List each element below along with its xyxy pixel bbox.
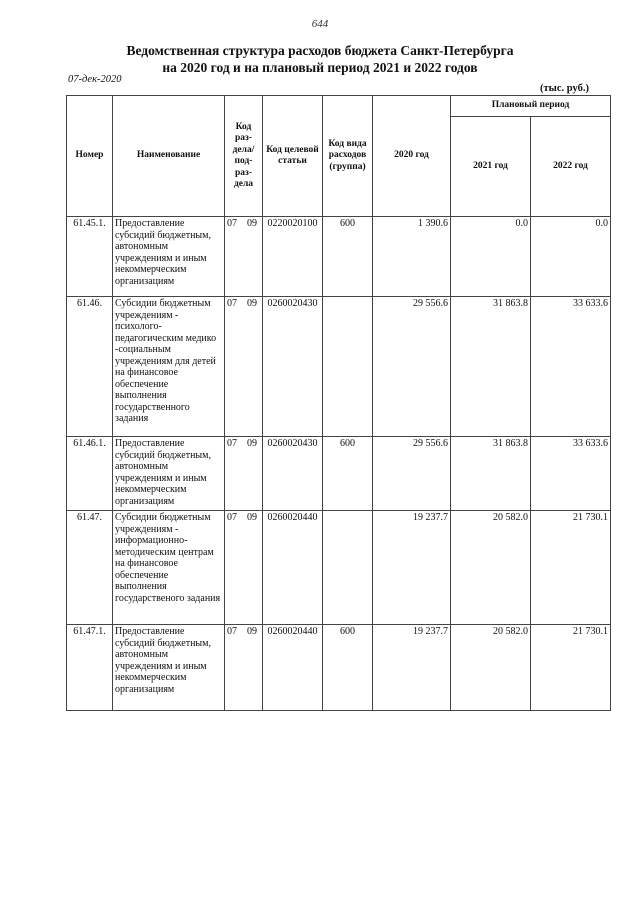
- row-2021-cell: 20 582.0: [451, 625, 531, 711]
- row-number-cell: 61.46.: [67, 297, 113, 437]
- col-header-number: Номер: [67, 96, 113, 217]
- table-row: [67, 217, 611, 297]
- row-2020-cell: 29 556.6: [373, 437, 451, 511]
- razdel-code: 07: [227, 512, 237, 523]
- row-name-cell: Субсидии бюджетным учреждениям - психолого-педагогическим медико -социальным учреждениям для детей на финансовое обеспечение выполнения государственного задания: [113, 297, 225, 437]
- row-expense-type-cell: 600: [323, 437, 373, 511]
- col-header-expense-type: Код вида расходов (группа): [323, 96, 373, 217]
- row-2021-cell: 20 582.0: [451, 511, 531, 625]
- page-number: 644: [311, 18, 329, 30]
- row-number-cell: 61.45.1.: [67, 217, 113, 297]
- col-header-2022: 2022 год: [531, 117, 611, 217]
- row-section-cell: [225, 217, 263, 297]
- col-header-2020: 2020 год: [373, 96, 451, 217]
- podrazdel-code: 09: [247, 218, 257, 229]
- table-row: [67, 511, 611, 625]
- row-2020-cell: 29 556.6: [373, 297, 451, 437]
- podrazdel-code: 09: [247, 512, 257, 523]
- title-line-1: Ведомственная структура расходов бюджета Санкт-Петербурга: [126, 43, 514, 58]
- podrazdel-code: 09: [247, 626, 257, 637]
- row-name-cell: Субсидии бюджетным учреждениям - информационно-методическим центрам на финансовое обеспечение выполнения государственого задания: [113, 511, 225, 625]
- row-section-cell: [225, 511, 263, 625]
- row-2022-cell: 21 730.1: [531, 625, 611, 711]
- podrazdel-code: 09: [247, 438, 257, 449]
- row-2021-cell: 31 863.8: [451, 437, 531, 511]
- table-row: [67, 297, 611, 437]
- row-2020-cell: 19 237.7: [373, 625, 451, 711]
- row-target-cell: 0260020430: [263, 437, 323, 511]
- row-2021-cell: 31 863.8: [451, 297, 531, 437]
- col-header-2021: 2021 год: [451, 117, 531, 217]
- col-header-target: Код целевой статьи: [263, 96, 323, 217]
- razdel-code: 07: [227, 438, 237, 449]
- title-line-2: на 2020 год и на плановый период 2021 и 2022 годов: [162, 60, 478, 75]
- row-target-cell: 0260020440: [263, 625, 323, 711]
- row-number-cell: 61.47.: [67, 511, 113, 625]
- row-section-cell: [225, 437, 263, 511]
- units-label: (тыс. руб.): [540, 83, 589, 94]
- document-title: [0, 42, 640, 76]
- col-header-name: Наименование: [113, 96, 225, 217]
- row-expense-type-cell: [323, 511, 373, 625]
- header-row: [67, 96, 611, 117]
- col-header-section: Код раз- дела/ под- раз- дела: [225, 96, 263, 217]
- col-header-plan-period: Плановый период: [451, 96, 611, 117]
- row-2022-cell: 0.0: [531, 217, 611, 297]
- row-target-cell: 0260020430: [263, 297, 323, 437]
- table-body: [67, 217, 611, 711]
- podrazdel-code: 09: [247, 298, 257, 309]
- row-name-cell: Предоставление субсидий бюджетным, автономным учреждениям и иным некоммерческим организациям: [113, 217, 225, 297]
- row-2020-cell: 19 237.7: [373, 511, 451, 625]
- row-target-cell: 0220020100: [263, 217, 323, 297]
- row-expense-type-cell: 600: [323, 217, 373, 297]
- table-row: [67, 437, 611, 511]
- row-2022-cell: 33 633.6: [531, 437, 611, 511]
- razdel-code: 07: [227, 218, 237, 229]
- budget-table: [66, 95, 611, 711]
- row-number-cell: 61.47.1.: [67, 625, 113, 711]
- row-section-cell: [225, 297, 263, 437]
- table-row: [67, 625, 611, 711]
- razdel-code: 07: [227, 626, 237, 637]
- row-2022-cell: 21 730.1: [531, 511, 611, 625]
- row-name-cell: Предоставление субсидий бюджетным, автономным учреждениям и иным некоммерческим организациям: [113, 437, 225, 511]
- row-2022-cell: 33 633.6: [531, 297, 611, 437]
- row-expense-type-cell: 600: [323, 625, 373, 711]
- razdel-code: 07: [227, 298, 237, 309]
- row-name-cell: Предоставление субсидий бюджетным, автономным учреждениям и иным некоммерческим организациям: [113, 625, 225, 711]
- row-expense-type-cell: [323, 297, 373, 437]
- row-target-cell: 0260020440: [263, 511, 323, 625]
- document-date: 07-дек-2020: [68, 74, 122, 85]
- row-section-cell: [225, 625, 263, 711]
- row-number-cell: 61.46.1.: [67, 437, 113, 511]
- row-2020-cell: 1 390.6: [373, 217, 451, 297]
- row-2021-cell: 0.0: [451, 217, 531, 297]
